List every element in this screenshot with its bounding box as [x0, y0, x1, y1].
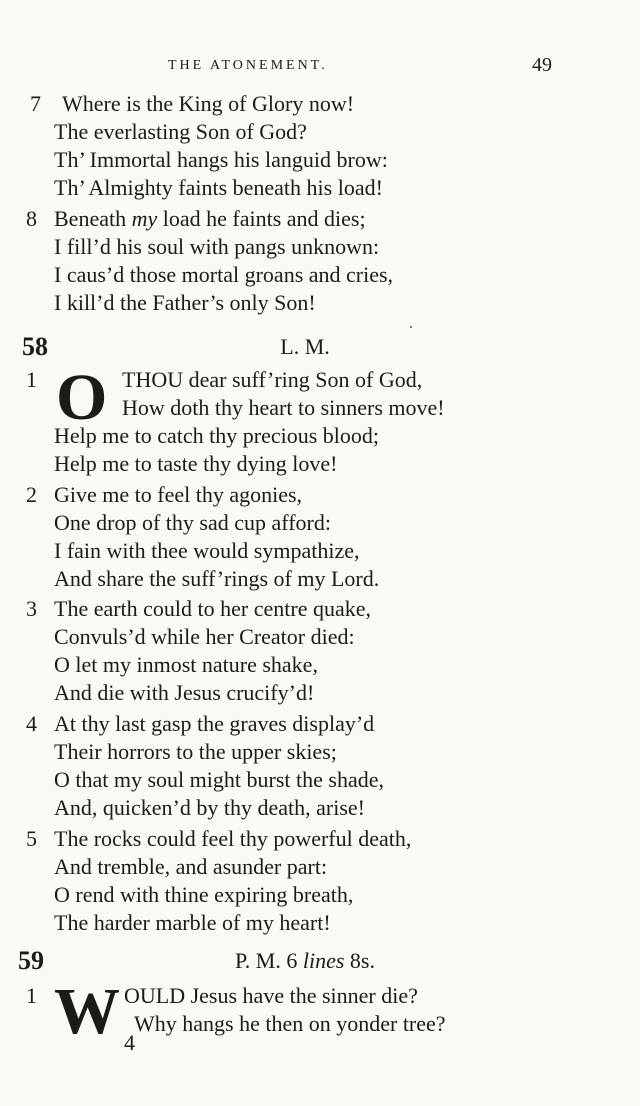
- verse-line: Th’ Immortal hangs his languid brow:: [54, 147, 388, 172]
- emphasis: my: [131, 206, 158, 231]
- drop-cap: O: [56, 361, 108, 434]
- verse-line: I fain with thee would sympathize,: [54, 538, 360, 563]
- ink-speck: [410, 326, 412, 328]
- verse-line: I fill’d his soul with pangs unknown:: [54, 234, 380, 259]
- hymn-number: 59: [18, 946, 44, 975]
- verse-line: Convuls’d while her Creator died:: [54, 624, 355, 649]
- meter-italic: lines: [302, 948, 345, 973]
- verse-line: Their horrors to the upper skies;: [54, 739, 337, 764]
- verse-line: And tremble, and asunder part:: [54, 854, 328, 879]
- verse-line: How doth thy heart to sinners move!: [122, 395, 445, 420]
- verse-line: Th’ Almighty faints beneath his load!: [54, 175, 383, 200]
- verse-line: And die with Jesus crucify’d!: [54, 680, 315, 705]
- meter-suffix: 8s.: [344, 948, 375, 973]
- hymn-58-stanza-1: [0, 361, 640, 478]
- stanza-number: 1: [26, 983, 37, 1008]
- verse-line: The harder marble of my heart!: [54, 910, 331, 935]
- hymn-58-stanza-3: [0, 595, 640, 707]
- page-number: 49: [532, 54, 552, 76]
- verse-line: Where is the King of Glory now!: [62, 91, 355, 116]
- hymn-59-stanza-1: [0, 975, 640, 1048]
- drop-cap: W: [54, 975, 120, 1048]
- verse-line: And, quicken’d by thy death, arise!: [54, 795, 365, 820]
- running-title: THE ATONEMENT.: [168, 58, 328, 73]
- verse-line: OULD Jesus have the sinner die?: [124, 983, 418, 1008]
- verse-line: Why hangs he then on yonder tree?: [134, 1011, 446, 1036]
- verse-line: Help me to taste thy dying love!: [54, 451, 338, 476]
- hymn-58-stanza-2: [0, 481, 640, 593]
- verse-line: O that my soul might burst the shade,: [54, 767, 384, 792]
- stanza-number: 8: [26, 206, 37, 231]
- meter-prefix: P. M. 6: [235, 948, 303, 973]
- verse-line: The rocks could feel thy powerful death,: [54, 826, 412, 851]
- stanza-number: 1: [26, 367, 37, 392]
- stanza-number: 7: [30, 91, 41, 116]
- verse-line: Beneath my load he faints and dies;: [54, 206, 366, 231]
- verse-line: I kill’d the Father’s only Son!: [54, 290, 316, 315]
- hymn-number: 58: [22, 332, 48, 361]
- signature-mark: 4: [124, 1030, 135, 1055]
- verse-line: One drop of thy sad cup afford:: [54, 510, 331, 535]
- stanza-number: 2: [26, 482, 37, 507]
- hymn-58-heading: [0, 332, 640, 364]
- hymn-meter: L. M.: [280, 334, 330, 359]
- hymn-58-stanza-5: [0, 825, 640, 937]
- verse-line: Give me to feel thy agonies,: [54, 482, 303, 507]
- hymn-58-stanza-4: [0, 710, 640, 822]
- stanza-8: [0, 205, 640, 317]
- verse-line: O rend with thine expiring breath,: [54, 882, 354, 907]
- verse-line: Help me to catch thy precious blood;: [54, 423, 380, 448]
- hymn-59-heading: [0, 946, 640, 978]
- verse-line: O let my inmost nature shake,: [54, 652, 318, 677]
- stanza-number: 4: [26, 711, 37, 736]
- stanza-7: [0, 90, 640, 202]
- running-header: [0, 54, 640, 78]
- verse-line: The earth could to her centre quake,: [54, 596, 372, 621]
- verse-line: THOU dear suff’ring Son of God,: [122, 367, 423, 392]
- verse-line: I caus’d those mortal groans and cries,: [54, 262, 394, 287]
- verse-line: And share the suff’rings of my Lord.: [54, 566, 380, 591]
- stanza-number: 5: [26, 826, 37, 851]
- verse-line: At thy last gasp the graves display’d: [54, 711, 375, 736]
- stanza-number: 3: [26, 596, 37, 621]
- verse-line: The everlasting Son of God?: [54, 119, 307, 144]
- hymn-meter: [190, 948, 420, 974]
